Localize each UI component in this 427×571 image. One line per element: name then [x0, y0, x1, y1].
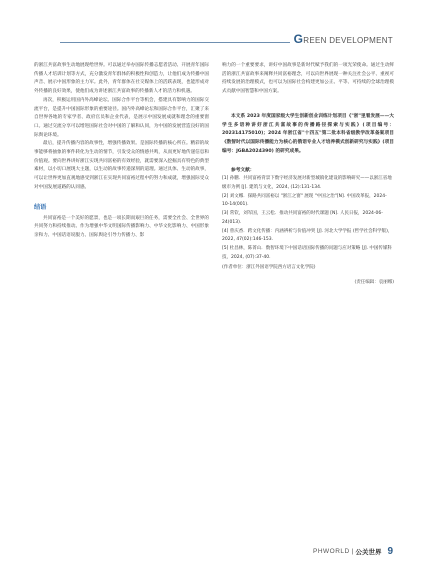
conclusion-heading: 结语 — [34, 203, 47, 211]
section-title-initial: G — [293, 32, 304, 46]
header-rule — [60, 42, 290, 43]
right-column — [222, 62, 394, 288]
footer-separator: | — [351, 548, 354, 555]
paragraph-5: 响力的一个重要要求，讲好中国故事是新时代赋予我们的一项光荣使命。通过生动鲜活的浙江共富故事来阐释共同富裕理念，可以向世界展现一种关注社会公平、重视可持续发展的治理模式，也可以为国际社会构建更加公正、平等、可持续的全球治理模式贡献中国智慧和中国方案。 — [222, 63, 394, 95]
paragraph-3: 最后，提升传播内容的故事性，增强传播效果。是国际传播的核心所在。精彩的故事能够将抽象的事件转化为生动的情节，引发受众的情感共鸣，从而更好地传递信息和价值观。要向世界讲好浙江实现共同富裕的有效经验，就需要深入挖掘具有特色的典型素材，以小切口展现大主题，以生动的故事传递深刻的道理。通过具体、生动的故事，可以让世界更加直观地感受到浙江在实现共同富裕过程中的努力和成就，增强国际受众对中国发展道路的认同感。 — [34, 141, 209, 190]
section-header — [60, 32, 393, 46]
section-title-rest: REEN DEVELOPMENT — [303, 36, 393, 45]
reference-item: [4] 曾庆香．跨文化传播：内涵辨析与价值冲突 [J]. 河北大学学报 (哲学社会科学版)，2022, 47(02):146-153. — [222, 228, 393, 243]
references-title: 参考文献： — [231, 168, 255, 174]
responsible-editor: (责任编辑：袁丽娜) — [354, 280, 394, 286]
paragraph-4: 共同富裕是一个美好的愿景，也是一项长期而艰巨的任务，需要全社会、全世界的共同努力和持续推动。作为增强中华文明国际传播影响力、中华文化影响力、中国形象亲和力、中国话语说服力、国际舆论引导力传播力、影 — [34, 215, 209, 238]
magazine-brand: PHWORLD — [313, 548, 350, 555]
section-title — [294, 32, 393, 46]
author-affiliation: (作者单位：浙江外国语学院西方语言文化学院) — [222, 265, 316, 271]
reference-item: [5] 杜昌林，陈菁山．数智环境下中国话语国际传播的问题与应对策略 [J]. 中国传媒科技，2024, (07):37-40. — [222, 245, 392, 260]
reference-item: [3] 常钦，刘军国，王云松．推动共同富裕的时代课题 [N]. 人民日报，2024-06-24(013). — [222, 211, 383, 225]
paragraph-1: 的浙江共富故事生动地展现给世界。可以通过举办国际传播志愿者活动、开展青年国际传播人才培训计划等方式，充分激发青年群体的积极性和创造力，让他们成为传播中国声音、展示中国形象的主力军。此外，青年群体在社交媒体上的活跃表现，也能形成对外传播的良好效果，使他们成为讲述浙江共富故事的传播新人才的活力和机遇。 — [34, 63, 209, 95]
page-number: 9 — [387, 546, 393, 557]
left-column — [34, 62, 209, 241]
reference-item: [1] 孙鹏．共同富裕背景下数字经济发展对新型城镇化建设的影响研究——以浙江省地级市为例 [J]. 建筑与文化，2024, (12):131-134. — [222, 176, 392, 191]
magazine-brand-cn: 公关世界 — [355, 549, 382, 556]
funding-note: 本文系 2023 年度国家级大学生创新创业训练计划项目《"浙"里看发展——大学生多语种讲好浙江共富故事的传播路径探索与实践》(项目编号：202314175010)；2024 年浙江省"十四五"第二批本科省级教学改革备案项目《数智时代以国际传播能力为核心的俄语专业人才培养模式创新研究与实践》(项目编号：JGBA2024390) 的研究成果。 — [222, 113, 394, 154]
paragraph-2: 再次，积极运用国内外高峰论坛、国际合作平台等机会，搭建具有影响力的国际交流平台，是提升中国国际形象的重要途径。国内外高峰论坛和国际合作平台，汇聚了来自世界各地的专家学者、政府官员和企业代表，是展示中国发展成就和理念的重要窗口。通过交流分享可以增进国际社会对中国的了解和认同，为中国的发展营造良好的国际舆论环境。 — [34, 97, 209, 138]
reference-item: [2] 刘文娜．探路共同富裕以 "浙江之窗" 展现 "中国之治"[N]. 中国改革报，2024-10-14(001). — [222, 193, 387, 208]
page-footer — [313, 546, 393, 557]
